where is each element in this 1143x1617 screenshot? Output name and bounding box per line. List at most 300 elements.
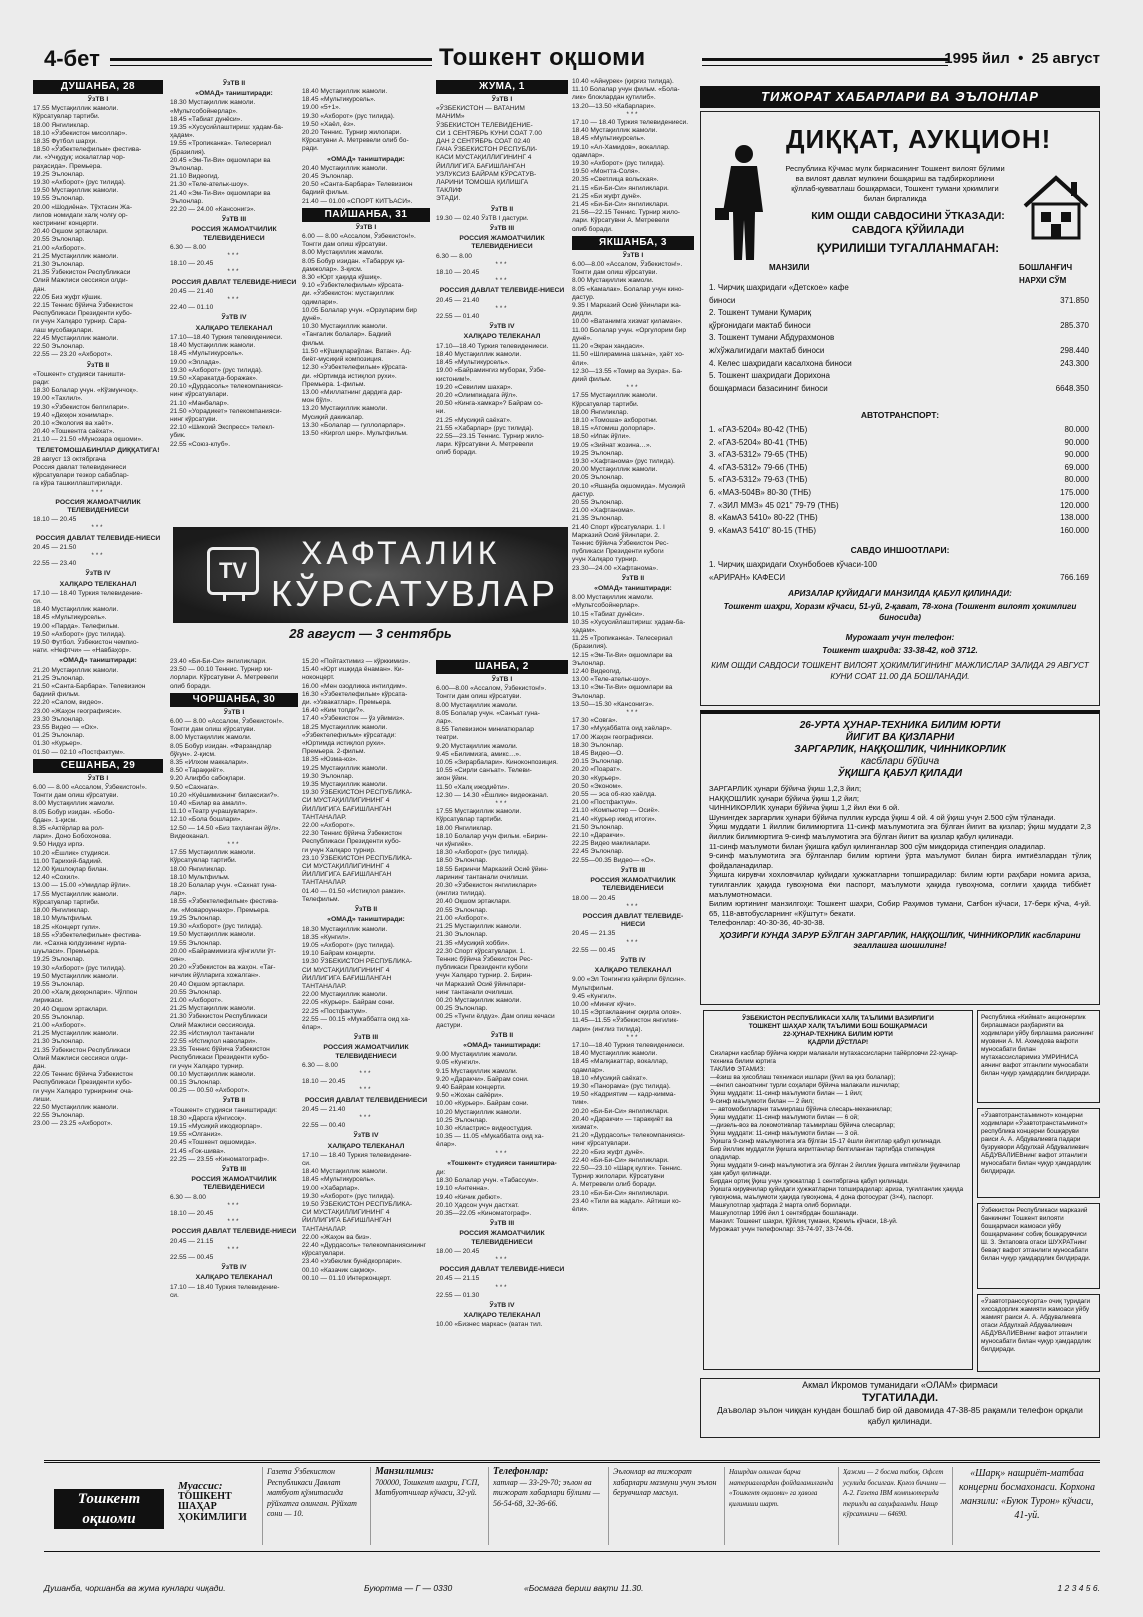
program-line: 18.55 Биринчи Марказий Осиё ўйин-: [436, 865, 549, 873]
schedule-column-5: [572, 78, 694, 1450]
program-line: лари. Кўрсатувни А. Метревели: [572, 217, 670, 225]
program-line: 22.10 «Шикоий Экспресс» телекл-: [170, 424, 275, 432]
program-line: 21.25 «Мусиқий саёхат».: [436, 416, 512, 424]
program-line: 18.10 Мультфильм.: [33, 915, 93, 923]
program-line: 10.35 «Хусусийлаштириш: ҳадам-ба-: [572, 618, 686, 626]
separator: ***: [626, 939, 640, 946]
phones-cell: [488, 1467, 605, 1545]
auction-item-price: 371.850: [1060, 295, 1089, 305]
auction-row: [709, 358, 1089, 371]
program-line: учун Халқаро турнир.: [572, 556, 638, 564]
edu-line: Ўқиш муддати: 11-синф маълумоти билан — 6 ой;: [710, 1114, 859, 1121]
program-line: 18.35 «Юзма-юз».: [302, 756, 358, 764]
program-line: ҳадам».: [572, 627, 597, 634]
auction-item-name: биноси: [709, 295, 736, 305]
day-heading: ДУШАНБА, 28: [33, 80, 163, 94]
auction-item-name: ж/хўжалигидаги мактаб биноси: [709, 345, 825, 355]
program-line: 16.40 «Ким топди?».: [302, 707, 365, 715]
program-line: мон бўл».: [302, 397, 333, 405]
school-paragraph: НАҚҚОШЛИК ҳунари бўйича ўқиш 1,2 йил;: [709, 793, 859, 803]
program-line: 22.55 «Союз-клуб».: [170, 440, 231, 448]
program-line: 17.40 «Ўзбекистон — ўз уйимиз».: [302, 715, 405, 723]
program-line: «Тошкент» студияси таништи-: [33, 370, 126, 378]
olam-line3: Даъволар эълон чиққан кундан бошлаб бир ой давомида 47-38-85 рақамли телефон орқали қабул қилинади.: [717, 1405, 1083, 1426]
program-line: 22.50—23.10 «Шарқ кулги». Теннис.: [572, 1165, 682, 1172]
edu-line: Бир йиллик муддатли ўқишга киритганлар белгиланган тартибда стипендия оладилар.: [710, 1146, 935, 1161]
channel-heading: РОССИЯ ДАВЛАТ ТЕЛЕВИДЕ-НИЕСИ: [171, 278, 297, 286]
program-line: га кўра ташкиллаштирилади.: [33, 480, 123, 488]
program-line: 15.40 «Юрт ишқида ёнаман». Ки-: [302, 666, 404, 674]
note2-cell: Нашрдан олинган барча материаллардан фойдаланилганда «Тошкент оқшоми» га ҳавола қилиниши шарт.: [724, 1467, 835, 1545]
program-line: 6.00 — 8.00 «Ассалом, Ўзбекистон!».: [170, 718, 284, 726]
auction-item-price: 175.000: [1060, 487, 1089, 497]
program-line: 21.50 Эълонлар.: [572, 823, 624, 831]
banner-dates: 28 август — 3 сентябрь: [173, 623, 568, 645]
program-line: ЎЗБЕКИСТОН ТЕЛЕВИДЕНИЕ-: [436, 121, 533, 129]
program-line: 6.00 — 8.00 «Ассалом, Ўзбекистон!».: [302, 233, 416, 241]
program-line: ни.: [436, 408, 446, 416]
edu-line: —дизель-воз ва локомотивлар таъмирлаш бўйича слесарлар;: [710, 1122, 895, 1129]
program-line: 20.10 «Яшаңба оқшомида». Мусиқий: [572, 482, 686, 490]
program-line: 13.20 Мустақиллик жамоли.: [302, 405, 388, 413]
program-line: 18.00 Янгиликлар.: [33, 121, 90, 129]
program-line: 22.50 Мустақиллик жамоли.: [33, 1103, 119, 1111]
program-line: «ЎЗБЕКИСТОН — ВАТАНИМ: [436, 105, 525, 113]
program-line: 01.25 Эълонлар.: [33, 732, 85, 740]
program-line: 22.45 Мустақиллик жамоли.: [33, 334, 119, 342]
program-line: кўрсатувлари тезкор сабаблар-: [33, 472, 129, 480]
program-line: 21.20 «Дурдасоль» телекомпанияси-: [572, 1132, 685, 1140]
program-line: 12.50 — 14.50 «Биз таҳланган йўл».: [170, 824, 281, 832]
program-line: 17.30 «Совга».: [572, 717, 618, 725]
program-line: 6.30 — 8.00: [170, 1193, 206, 1201]
program-line: 17.00 Жаҳон географияси.: [572, 733, 654, 741]
program-line: 18.30 Эълонлар.: [572, 741, 624, 749]
program-line: 21.50 «Уорадикет» телекомпанияси-: [170, 407, 282, 415]
program-line: учун Халқаро турнир. 2. Бирин-: [436, 972, 533, 980]
program-line: 21.25 «Би жуфт дунё».: [572, 192, 642, 200]
auction-row: [709, 449, 1089, 462]
printing-cell: «Шарқ» нашриёт-матбаа концерни босмахонаси. Корхона манзили: «Буюк Турон» кўчаси, 41-уй.: [952, 1467, 1097, 1545]
program-line: 22.15 Теннис бўйича Ўзбекистон: [33, 302, 133, 310]
program-line: 10.30 «Кластрис» видеостудия.: [436, 1124, 533, 1132]
program-line: 9.50 Нидуз ирпэ.: [33, 841, 85, 849]
program-line: ли. «Сахна юлдузининг нурла-: [33, 939, 127, 947]
program-line: ЙИЛЛИГИГА БАҒИШЛАНГАН: [302, 871, 392, 879]
channel-heading: ЎзТВ II: [490, 1031, 514, 1039]
program-line: 22.55 «Истиқлол наволари».: [170, 1037, 258, 1045]
program-line: дан.: [33, 285, 46, 293]
program-line: 11.50 «Шлирамина шаъна», ҳаёт хо-: [572, 351, 685, 359]
program-line: 00.20 Мустақиллик жамоли.: [436, 996, 522, 1004]
program-line: «Тангалик болалар». Бадиий: [302, 331, 392, 339]
auction-row: [709, 332, 1089, 345]
program-line: 21.00 «Ахборот».: [436, 914, 489, 922]
program-line: МАНИМ»: [436, 113, 465, 121]
program-line: 22.05 «Курьер». Байрам сони.: [302, 999, 395, 1007]
program-line: 17.10—18.40 Туркия телевидениеси.: [572, 1041, 685, 1049]
auction-item-price: [989, 307, 1089, 320]
program-line: 19.10 Байрам концерти.: [302, 950, 376, 958]
separator: ***: [227, 253, 241, 260]
program-line: 23.40 «Тили ва жадал». Айтиши ко-: [572, 1197, 681, 1205]
program-line: 19.30 «Ахборот» (рус тилида).: [572, 160, 665, 168]
transport-table: [709, 424, 1089, 537]
program-line: 22.45 Эълонлар.: [572, 848, 624, 856]
program-line: 19.35 «Хусусийлаштириш: ҳадам-ба-: [170, 124, 284, 132]
program-line: 21.35 Эълонлар.: [572, 515, 624, 523]
channel-heading: ТЕЛЕТОМОШАБИНЛАР ДИҚҚАТИГА!: [36, 446, 160, 454]
separator: ***: [91, 489, 105, 496]
auction-address: Тошкент шаҳри, Хоразм кўчаси, 51-уй, 2-қават, 78-хона (Тошкент вилоят ҳокимлиги биносида): [723, 602, 1077, 622]
program-line: 22.40 «Би-Би-Си» янгиликлари.: [572, 1156, 669, 1164]
program-line: 8.00 Мустақиллик жамоли.: [170, 734, 252, 742]
program-line: ли. «Учқудуқ: искалатлар чор-: [33, 154, 126, 162]
program-line: 21.25 Мустақиллик жамоли.: [170, 1005, 256, 1013]
program-line: бдан». 1-қисм.: [33, 816, 78, 824]
program-line: Мультфильм.: [572, 984, 614, 992]
auction-item-name: 4. «ГАЗ-5312» 79-66 (ТНБ): [709, 462, 808, 472]
program-line: 19.35 Мустақиллик жамоли.: [302, 781, 388, 789]
program-line: 8.00 Мустақиллик жамоли.: [572, 277, 654, 285]
auction-row: [709, 370, 1089, 383]
program-line: дамжолар». 3-қисм.: [302, 265, 363, 273]
program-line: Олий Мажлиси сессияси олди-: [33, 277, 128, 285]
program-line: 20.50 «Кинга-хамкар»? Байрам со-: [436, 400, 543, 408]
program-line: 19.55 «Олганиз».: [170, 1131, 223, 1139]
program-line: фильм.: [302, 339, 325, 347]
program-line: 18.40 Мустақиллик жамоли.: [572, 127, 658, 135]
auction-item-name: 3. Тошкент тумани Абдурахмонов: [709, 333, 835, 343]
program-line: 22.30 Теннис бўйича Ўзбекистон: [302, 830, 402, 838]
program-line: 20.45 — 21.40: [170, 287, 214, 295]
channel-heading: ХАЛҚАРО ТЕЛЕКАНАЛ: [59, 580, 137, 588]
program-line: ди. «Узвакатлар». Премьера.: [302, 699, 392, 707]
program-line: 10.30 Мустақиллик жамоли.: [302, 323, 388, 331]
program-line: 18.40 Мустақиллик жамоли.: [302, 88, 388, 95]
channel-heading: «Тошкент» студияси таништира-: [447, 1159, 557, 1167]
program-line: 10.00 «Курьер». Байрам сони.: [436, 1100, 529, 1108]
program-line: 11.45—11.55 «Ўзбекистон янгилик-: [572, 1017, 679, 1025]
channel-heading: ЎзТВ I: [87, 774, 109, 782]
program-line: 10.55 «Сирли санъат». Телеви-: [436, 767, 532, 775]
separator: ***: [91, 525, 105, 532]
program-line: 6.30 — 8.00: [436, 252, 472, 260]
auction-item-name: 2. Тошкент тумани Қумариқ: [709, 308, 812, 318]
program-line: ДАН 2 СЕНТЯБРЬ СОАТ 02.40: [436, 138, 531, 146]
program-line: 13.50—15.30 «Кансонигэ».: [572, 700, 654, 708]
program-line: 11.00 Тарихий-бадиий.: [33, 857, 103, 865]
program-line: (Бразилия).: [572, 643, 608, 651]
program-line: лари» (инглиз тилида).: [572, 1025, 643, 1033]
channel-heading: РОССИЯ ЖАМОАТЧИЛИК ТЕЛЕВИДЕНИЕСИ: [191, 226, 277, 242]
program-line: 21.55 «Хабарлар» (рус тилида).: [436, 424, 534, 432]
phones-text: хатлар — 33-29-70; эълон ва тижорат хабарлари бўлими — 56-54-68, 32-36-66.: [493, 1477, 600, 1508]
school-paragraph: Телефонлар: 40-30-36, 40-30-38.: [709, 918, 825, 928]
program-line: 19.50 «Хаёл, ёз».: [302, 120, 356, 128]
program-line: 18.00 Янгиликлар.: [33, 907, 90, 915]
program-line: 8.35 «Илхом маккалари».: [170, 759, 249, 767]
program-line: дидли.: [572, 310, 593, 318]
program-line: 21.45 «Гок-шива».: [170, 1147, 226, 1155]
program-line: «Ўзбектелефильм» кўрсатади:: [302, 731, 397, 739]
avtotrans-text: «Ўзавтотранстаъминот» концерни ходимлари «Ўзавтотранстаъминот» республика концерни бошқаруви раиси А. А. Абдувалиевга падари бузруквори Абдулхай Абдувалиевич АБДУВАЛИЕВнинг вафот этганлиги муносабати билан чуқур ҳамдардлик билдиради.: [981, 1112, 1091, 1175]
edu-line: Сизларни касблар бўйича юқори малакали мутахассисларни тайёрловчи 22-ҳунар-техника билим юртига: [710, 1050, 958, 1065]
program-line: 22.55 — 00.45: [572, 946, 616, 954]
program-line: ЙИЛЛИГИГА БАҒИШЛАНГАН: [302, 805, 392, 813]
program-line: зион ўйин.: [436, 775, 468, 783]
school-paragraph: ЗАРГАРЛИК ҳунари бўйича ўқиш 1,2,3 йил;: [709, 784, 862, 793]
program-line: 22.20 — 24.00 «Кансонигэ».: [170, 206, 256, 214]
issue-year: 1995 йил: [944, 50, 1010, 67]
address-cell: [370, 1467, 485, 1545]
program-line: олиб боради.: [436, 449, 477, 457]
program-line: 21.10 — 21.50 «Мунозара оқшоми».: [33, 436, 143, 444]
auction-row: [709, 437, 1089, 450]
auction-row: [709, 282, 1089, 295]
program-line: 20.40 Оқшом эртаклари.: [170, 980, 245, 988]
channel-heading: ЎзТВ I: [223, 708, 245, 716]
program-line: 20.50 «Эконом».: [572, 782, 623, 790]
edu-line: Ўқишга 9-синф маълумотига эга бўлган 15-17 ёшли йигитлар қабул қилинади.: [710, 1138, 942, 1145]
program-line: 17.55 Мустақиллик жамоли.: [572, 392, 658, 400]
program-line: 11.10 «Театр учрашувлари».: [170, 808, 258, 816]
program-line: 13.00 — 15.00 «Умидлар йўли».: [33, 882, 131, 890]
program-line: 19.30 — 02.40 ЎзТВ I дастури.: [436, 214, 529, 222]
channel-heading: «ОМАД» таништиради:: [327, 916, 405, 924]
program-line: 12.10 «Бола бошлари».: [170, 816, 243, 824]
program-line: 9.50 «Сахнага».: [170, 783, 219, 791]
auction-item-name: «АРИРАН» КАФЕСИ: [709, 572, 786, 582]
auction-intro: Республика Кўчмас мулк биржасининг Тошкент вилоят бўлими ва вилоят давлат мулкини бошқариш ва тадбиркорликни қўллаб-қувватлаш бошқармаси, Тошкент тумани ҳокимлиги билан биргаликда: [785, 164, 1005, 203]
program-line: лирикаси.: [33, 997, 64, 1005]
program-line: 21.10 Видеогид.: [170, 173, 220, 181]
program-line: тим».: [572, 1099, 589, 1107]
program-line: 18.30 «Дарсга кўнгисоқ».: [170, 1114, 247, 1122]
program-line: 18.10 «Ўзбекистон мисоллар».: [33, 129, 128, 137]
publication-days: Душанба, чоршанба ва жума кунлари чиқади.: [44, 1583, 226, 1593]
program-line: 17.10 — 18.40 Туркия телевидение-: [33, 589, 143, 597]
program-line: 20.05 Эълонлар.: [572, 474, 624, 482]
program-line: 18.55 «Ўзбектелефильм» фестива-: [170, 898, 279, 906]
edu-line: Машғулотлар 1996 йил 1 сентябрдан бошланади.: [710, 1210, 859, 1217]
avtotrans-condolence-box: [977, 1108, 1100, 1198]
program-line: 22.55 — 00.45: [170, 1254, 214, 1262]
edu-h2: ТОШКЕНТ ШАҲАР ХАЛҚ ТАЪЛИМИ БОШ БОШҚАРМАСИ: [748, 1023, 928, 1030]
separator: ***: [495, 1257, 509, 1264]
auction-item-name: 1. Чирчиқ шаҳридаги «Детское» кафе: [709, 283, 849, 292]
program-line: Кўрсатувни А. Метревели олиб бо-: [302, 137, 409, 145]
program-line: 18.10 — 20.45: [302, 1078, 346, 1086]
program-line: 20.45 — 21.40: [302, 1105, 346, 1113]
program-line: 19.25 Эълонлар.: [33, 170, 85, 178]
school-h2: ЙИГИТ ВА ҚИЗЛАРНИ: [845, 732, 955, 743]
program-line: 18.45 «Мультикурсель».: [302, 1176, 376, 1184]
program-line: ёлар».: [302, 1023, 323, 1031]
auction-item-name: бошқармаси базасининг биноси: [709, 383, 828, 393]
edu-line: ТАКЛИФ ЭТАМИЗ:: [710, 1066, 766, 1073]
program-line: 22.55 — 00.40: [302, 1122, 346, 1130]
auction-items-table: [709, 282, 1089, 395]
auction-item-price: [989, 559, 1089, 572]
program-line: 10.25 Эълонлар.: [436, 1116, 488, 1124]
banner-line-1: ХАФТАЛИК: [301, 535, 501, 571]
program-line: 22.40 — 01.10: [170, 304, 214, 312]
auction-item-name: 5. Тошкент шаҳридаги Дорихона: [709, 371, 830, 381]
channel-heading: РОССИЯ ЖАМОАТЧИЛИК ТЕЛЕВИДЕНИЕСИ: [459, 235, 545, 251]
program-line: 00.15 Эълонлар.: [170, 1078, 222, 1086]
program-line: 22.00 Мустақиллик жамоли.: [302, 991, 388, 999]
program-line: 22.40 «Дурдасоль» телекомпаниясининг: [302, 1242, 427, 1250]
program-line: ничлик йўлларига хожалган».: [170, 972, 261, 980]
program-line: ёли».: [572, 1206, 589, 1214]
program-line: 18.45 «Мультикурсель».: [436, 359, 510, 367]
channel-heading: РОССИЯ ДАВЛАТ ТЕЛЕВИДЕ-НИЕСИ: [439, 1266, 565, 1274]
program-line: 19.30 «Ахборот» (рус тилида).: [33, 964, 126, 972]
edu-line: Машғулотлар ҳафтада 2 марта олиб борилади.: [710, 1202, 852, 1209]
program-line: 9.45 «Кунгил».: [572, 992, 617, 1000]
program-line: 19.00 «Тахлил».: [33, 395, 83, 403]
program-line: 12.30 «Ўзбектелефильм» кўрсата-: [302, 364, 408, 372]
program-line: 22.00 «Ахборот».: [302, 822, 355, 830]
col-price: БОШЛАНҒИЧ НАРХИ СЎМ: [1019, 263, 1073, 285]
auction-row: [709, 320, 1089, 333]
program-line: 00.25 «Тунги ёлдуз». Дам олиш кечаси: [436, 1013, 555, 1021]
program-line: дунё».: [302, 315, 322, 323]
auction-start-note: КИМ ОШДИ САВДОСИ ТОШКЕНТ ВИЛОЯТ ҲОКИМЛИГИНИНГ МАЖЛИСЛАР ЗАЛИДА 29 АВГУСТ КУНИ СОАТ 11.00 ДА БОШЛАНАДИ.: [711, 661, 1089, 681]
program-line: 20.10 «Экология ва хаёт».: [33, 419, 114, 427]
edu-line: —енгил саноатнинг турли соҳалари бўйича малакали ишчилар;: [710, 1082, 900, 1089]
program-line: 18.00 — 20.45: [572, 894, 616, 902]
program-line: 21.40 — 01.00 «СПОРТ КИТЪАСИ».: [302, 197, 413, 205]
program-line: 9.20 Мустақиллик жамоли.: [436, 742, 518, 750]
program-line: 19.55 Эълонлар.: [170, 939, 222, 947]
auction-row: [709, 525, 1089, 538]
program-line: 20.40 Оқшом эртаклари.: [33, 228, 108, 236]
program-line: 17.10 — 18.40 Туркия телевидениеси.: [572, 119, 689, 127]
program-line: лилов номидаги халқ чолғу ор-: [33, 211, 128, 219]
program-line: 19.50 Футбол. Ўзбекистон чемпио-: [33, 639, 139, 646]
edu-line: Ўқиш муддати: 11-синф маълумоти билан — 3 ой.: [710, 1130, 859, 1137]
program-line: 10.00 «Минғиг кўчи».: [572, 1000, 636, 1008]
program-line: 19.30 Эълонлар.: [302, 772, 354, 780]
auction-item-price: 160.000: [1060, 525, 1089, 535]
channel-heading: ЎзТВ III: [221, 216, 247, 224]
school-paragraph: 11-синф маълумоти билан ўқишга қабул қилинганлар 300 сўм миқдорида стипендия оладилар.: [709, 841, 1046, 851]
auction-row: [709, 295, 1089, 308]
program-line: Кўрсатувлар тартиби.: [436, 816, 503, 824]
program-line: 18.50 Эълонлар.: [436, 857, 488, 865]
channel-heading: ЎзТВ II: [490, 205, 514, 213]
channel-heading: ЎзТВ III: [489, 1220, 515, 1228]
edu-line: —ёзиш ва ҳисоблаш техникаси ишлари (ўғил ва қиз болалар);: [710, 1074, 896, 1081]
program-line: СИ МУСТАҚИЛЛИГИНИНГ 4: [302, 966, 390, 974]
program-line: 12.15 «Эм-Ти-Ви» оқшомлари ва: [572, 651, 673, 659]
program-line: 21.25 Мустақиллик жамоли.: [33, 252, 119, 260]
schedule-column-3: [302, 88, 430, 526]
program-line: 19.15 «Мусиқий ижодкорлар».: [170, 1122, 263, 1130]
program-line: 00.10 Мустақиллик жамоли.: [170, 1070, 256, 1078]
transport-title: АВТОТРАНСПОРТ:: [860, 410, 940, 420]
tv-icon: [207, 547, 259, 595]
program-line: 15.20 «Пойтахтимиз — кўрккимиз».: [302, 658, 411, 665]
program-line: ги учун Халқаро турнир.: [302, 846, 376, 854]
program-line: ЭТАДИ.: [436, 195, 461, 203]
program-line: Турнир жилолари. Кўрсатувни: [572, 1173, 665, 1181]
program-line: 20.35—22.05 «Киноматограф».: [436, 1210, 532, 1217]
program-line: КАСИ МУСТАҚИЛЛИГИНИНГ 4: [436, 154, 532, 162]
program-line: 21.25 Эълонлар.: [33, 674, 85, 682]
auction-row: [709, 474, 1089, 487]
note1-cell: Эълонлар ва тижорат хабарлари мазмуни учун эълон берувчилар масъул.: [608, 1467, 721, 1545]
day-heading: ЧОРШАНБА, 30: [170, 693, 298, 707]
separator: ***: [495, 1150, 509, 1157]
program-line: ги учун Халқаро турнир. Сара-: [33, 318, 127, 326]
program-line: 10.05 «Зирарбалари». Киноконпозиция.: [436, 759, 558, 767]
program-line: 20.00 «Байрамимизга кўнгилли ўт-: [170, 947, 276, 955]
edu-body: [704, 1050, 972, 1234]
olam-firm-notice: [700, 1378, 1100, 1438]
schedule-column-2: [170, 78, 298, 518]
program-line: 21.35 Ўзбекистон Республикаси: [33, 269, 131, 277]
separator: ***: [626, 1034, 640, 1041]
commercial-section-banner: ТИЖОРАТ ХАБАРЛАРИ ВА ЭЪЛОНЛАР: [700, 86, 1100, 108]
program-line: 21.30 Ўзбекистон Республикаси: [170, 1013, 268, 1021]
program-line: 23.00 «Жаҳон географияси».: [33, 707, 122, 715]
signed-time: «Босмага бериш вақти 11.30.: [524, 1583, 644, 1593]
program-line: 18.50 «Ўзбектелефильм» фестива-: [33, 146, 142, 154]
program-line: 18.10 — 20.45: [33, 516, 77, 524]
program-line: 22.55 — 01.40: [436, 313, 480, 321]
program-line: олиб боради.: [572, 225, 613, 233]
program-line: 8.35 «Актёрлар ва рол-: [33, 825, 104, 833]
program-line: убик.: [170, 432, 186, 440]
program-line: ЙИЛЛИГИГА БАҒИШЛАНГАН: [302, 974, 392, 982]
program-line: Тонгги дам олиш кўрсатуви.: [302, 241, 388, 249]
auction-item-name: 8. «КамАЗ 5410» 80-22 (ТНБ): [709, 513, 818, 523]
program-line: 19.50 Мустақиллик жамоли.: [33, 972, 119, 980]
program-line: 18.50 «Ипак йўли».: [572, 433, 631, 441]
separator: ***: [495, 305, 509, 312]
program-line: 19.50 «Монтта-Соля».: [572, 168, 640, 176]
program-line: 8.00 Мустақиллик жамоли.: [33, 800, 115, 808]
program-line: 11.20 «Экран хандаси».: [572, 343, 645, 351]
program-line: 6.00 — 8.00 «Ассалом, Ўзбекистон!».: [33, 784, 147, 792]
masthead-footer: [44, 1460, 1100, 1552]
channel-heading: РОССИЯ ЖАМОАТЧИЛИК ТЕЛЕВИДЕНИЕСИ: [323, 1044, 409, 1060]
program-line: 13.10 «Эм-Ти-Ви» оқшомлари ва: [572, 684, 673, 692]
edu-line: Ўқиш муддати 9-синф маълумотига эга бўлган 2 йиллик ўқишга имтиёзли ўқувчилар ҳам қабул қилинади.: [710, 1162, 961, 1177]
school-paragraph: ЧИННИКОРЛИК ҳунари бўйича ўқиш 1,2 йил ёки 6 ой.: [709, 803, 900, 813]
program-line: 13.50 «Киргол шер». Мультфильм.: [302, 429, 408, 437]
education-notice-box: [703, 1010, 973, 1370]
program-line: ҳадам».: [170, 132, 195, 140]
program-line: 12.30—13.55 «Томир ва Зухра». Ба-: [572, 367, 683, 375]
program-line: публикаси Президенти кубоги: [572, 548, 664, 556]
program-line: 9.15 Мустақиллик жамоли.: [436, 1067, 518, 1075]
separator: ***: [227, 1219, 241, 1226]
program-line: 12.40 Видеогид.: [572, 668, 622, 676]
program-line: 22.55 — 01.30: [436, 1291, 480, 1299]
program-line: 18.40 Мустақиллик жамоли.: [572, 1050, 658, 1058]
program-line: 22.30 Спорт кўрсатувлари. 1.: [436, 947, 526, 955]
header-rule-left: [110, 58, 432, 66]
program-line: 12.40 «Сохил».: [33, 874, 80, 882]
program-line: 18.10 «Мусиқий саёхат».: [572, 1074, 648, 1082]
separator: ***: [227, 269, 241, 276]
channel-heading: ЎзТВ II: [621, 574, 645, 582]
program-line: «Тошкент» студияси таништиради:: [170, 1106, 277, 1114]
